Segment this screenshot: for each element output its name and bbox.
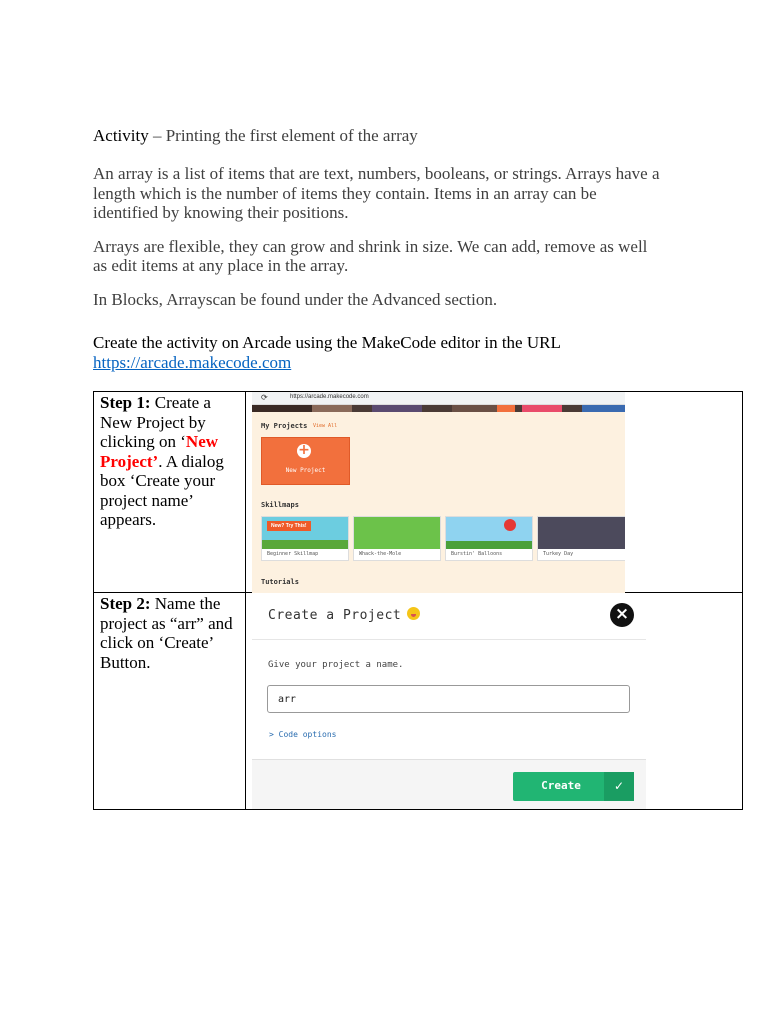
my-projects-heading: My Projects xyxy=(261,422,308,430)
address-bar[interactable]: https://arcade.makecode.com xyxy=(290,394,369,400)
banner-strip xyxy=(252,405,625,412)
skillmaps-heading: Skillmaps xyxy=(261,501,299,509)
card-caption: Whack-the-Mole xyxy=(359,551,402,557)
activity-heading: Activity – Printing the first element of the array xyxy=(93,126,418,145)
skillmap-card[interactable] xyxy=(445,516,533,561)
project-name-input[interactable] xyxy=(267,685,630,713)
new-project-button[interactable] xyxy=(261,437,350,485)
checkmark-icon: ✓ xyxy=(604,772,634,801)
dialog-title: Create a Project xyxy=(268,607,420,623)
smile-emoji-icon xyxy=(407,607,420,620)
project-name-prompt: Give your project a name. xyxy=(268,660,404,670)
plus-icon: + xyxy=(298,442,310,458)
skillmap-card[interactable] xyxy=(353,516,441,561)
step-1-screenshot-cell xyxy=(246,392,743,593)
divider xyxy=(252,639,646,640)
paragraph-array-definition: An array is a list of items that are text, numbers, booleans, or strings. Arrays have a length which is the number of items they contain. Items in an array can be identified by knowing their positions. xyxy=(93,164,660,222)
steps-table xyxy=(93,391,743,810)
tutorials-heading: Tutorials xyxy=(261,578,299,586)
card-caption: Burstin' Balloons xyxy=(451,551,503,557)
step-2-text: Step 2: Name the project as “arr” and click on ‘Create’ Button. xyxy=(94,593,246,810)
skillmap-card[interactable] xyxy=(537,516,625,561)
heading-rest: Printing the first element of the array xyxy=(165,126,418,145)
code-options-toggle[interactable]: > Code options xyxy=(269,730,337,739)
makecode-home-screenshot xyxy=(252,392,625,593)
card-thumbnail xyxy=(262,517,348,549)
create-button[interactable] xyxy=(513,772,634,801)
heading-lead: Activity xyxy=(93,126,149,145)
table-row xyxy=(94,392,743,593)
card-thumbnail xyxy=(446,517,532,549)
new-badge: New? Try This! xyxy=(267,521,311,531)
new-project-highlight: New Project’ xyxy=(100,432,219,471)
table-row xyxy=(94,593,743,810)
close-icon[interactable]: × xyxy=(610,603,634,627)
new-project-label: New Project xyxy=(285,467,326,474)
makecode-link[interactable]: https://arcade.makecode.com xyxy=(93,353,292,372)
chevron-right-icon: > xyxy=(269,730,274,739)
step-1-text: Step 1: Create a New Project by clicking on ‘New Project’. A dialog box ‘Create your project name’ appears. xyxy=(94,392,246,593)
create-button-label: Create xyxy=(541,779,581,792)
paragraph-blocks-location: In Blocks, Arrayscan be found under the Advanced section. xyxy=(93,289,498,309)
skillmap-card[interactable] xyxy=(261,516,349,561)
create-instruction: Create the activity on Arcade using the MakeCode editor in the URL https://arcade.makecode.com xyxy=(93,333,561,372)
browser-bar xyxy=(252,392,625,405)
card-thumbnail xyxy=(538,517,625,549)
card-caption: Beginner Skillmap xyxy=(267,551,319,557)
card-thumbnail xyxy=(354,517,440,549)
step-2-screenshot-cell xyxy=(246,593,743,810)
view-all-link[interactable]: View All xyxy=(313,423,338,429)
paragraph-array-flexible: Arrays are flexible, they can grow and shrink in size. We can add, remove as well as edit items at any place in the array. xyxy=(93,236,648,275)
document-body xyxy=(93,125,663,373)
reload-icon[interactable]: ⟳ xyxy=(261,393,268,402)
card-caption: Turkey Day xyxy=(543,551,574,557)
create-project-dialog-screenshot xyxy=(252,593,646,809)
